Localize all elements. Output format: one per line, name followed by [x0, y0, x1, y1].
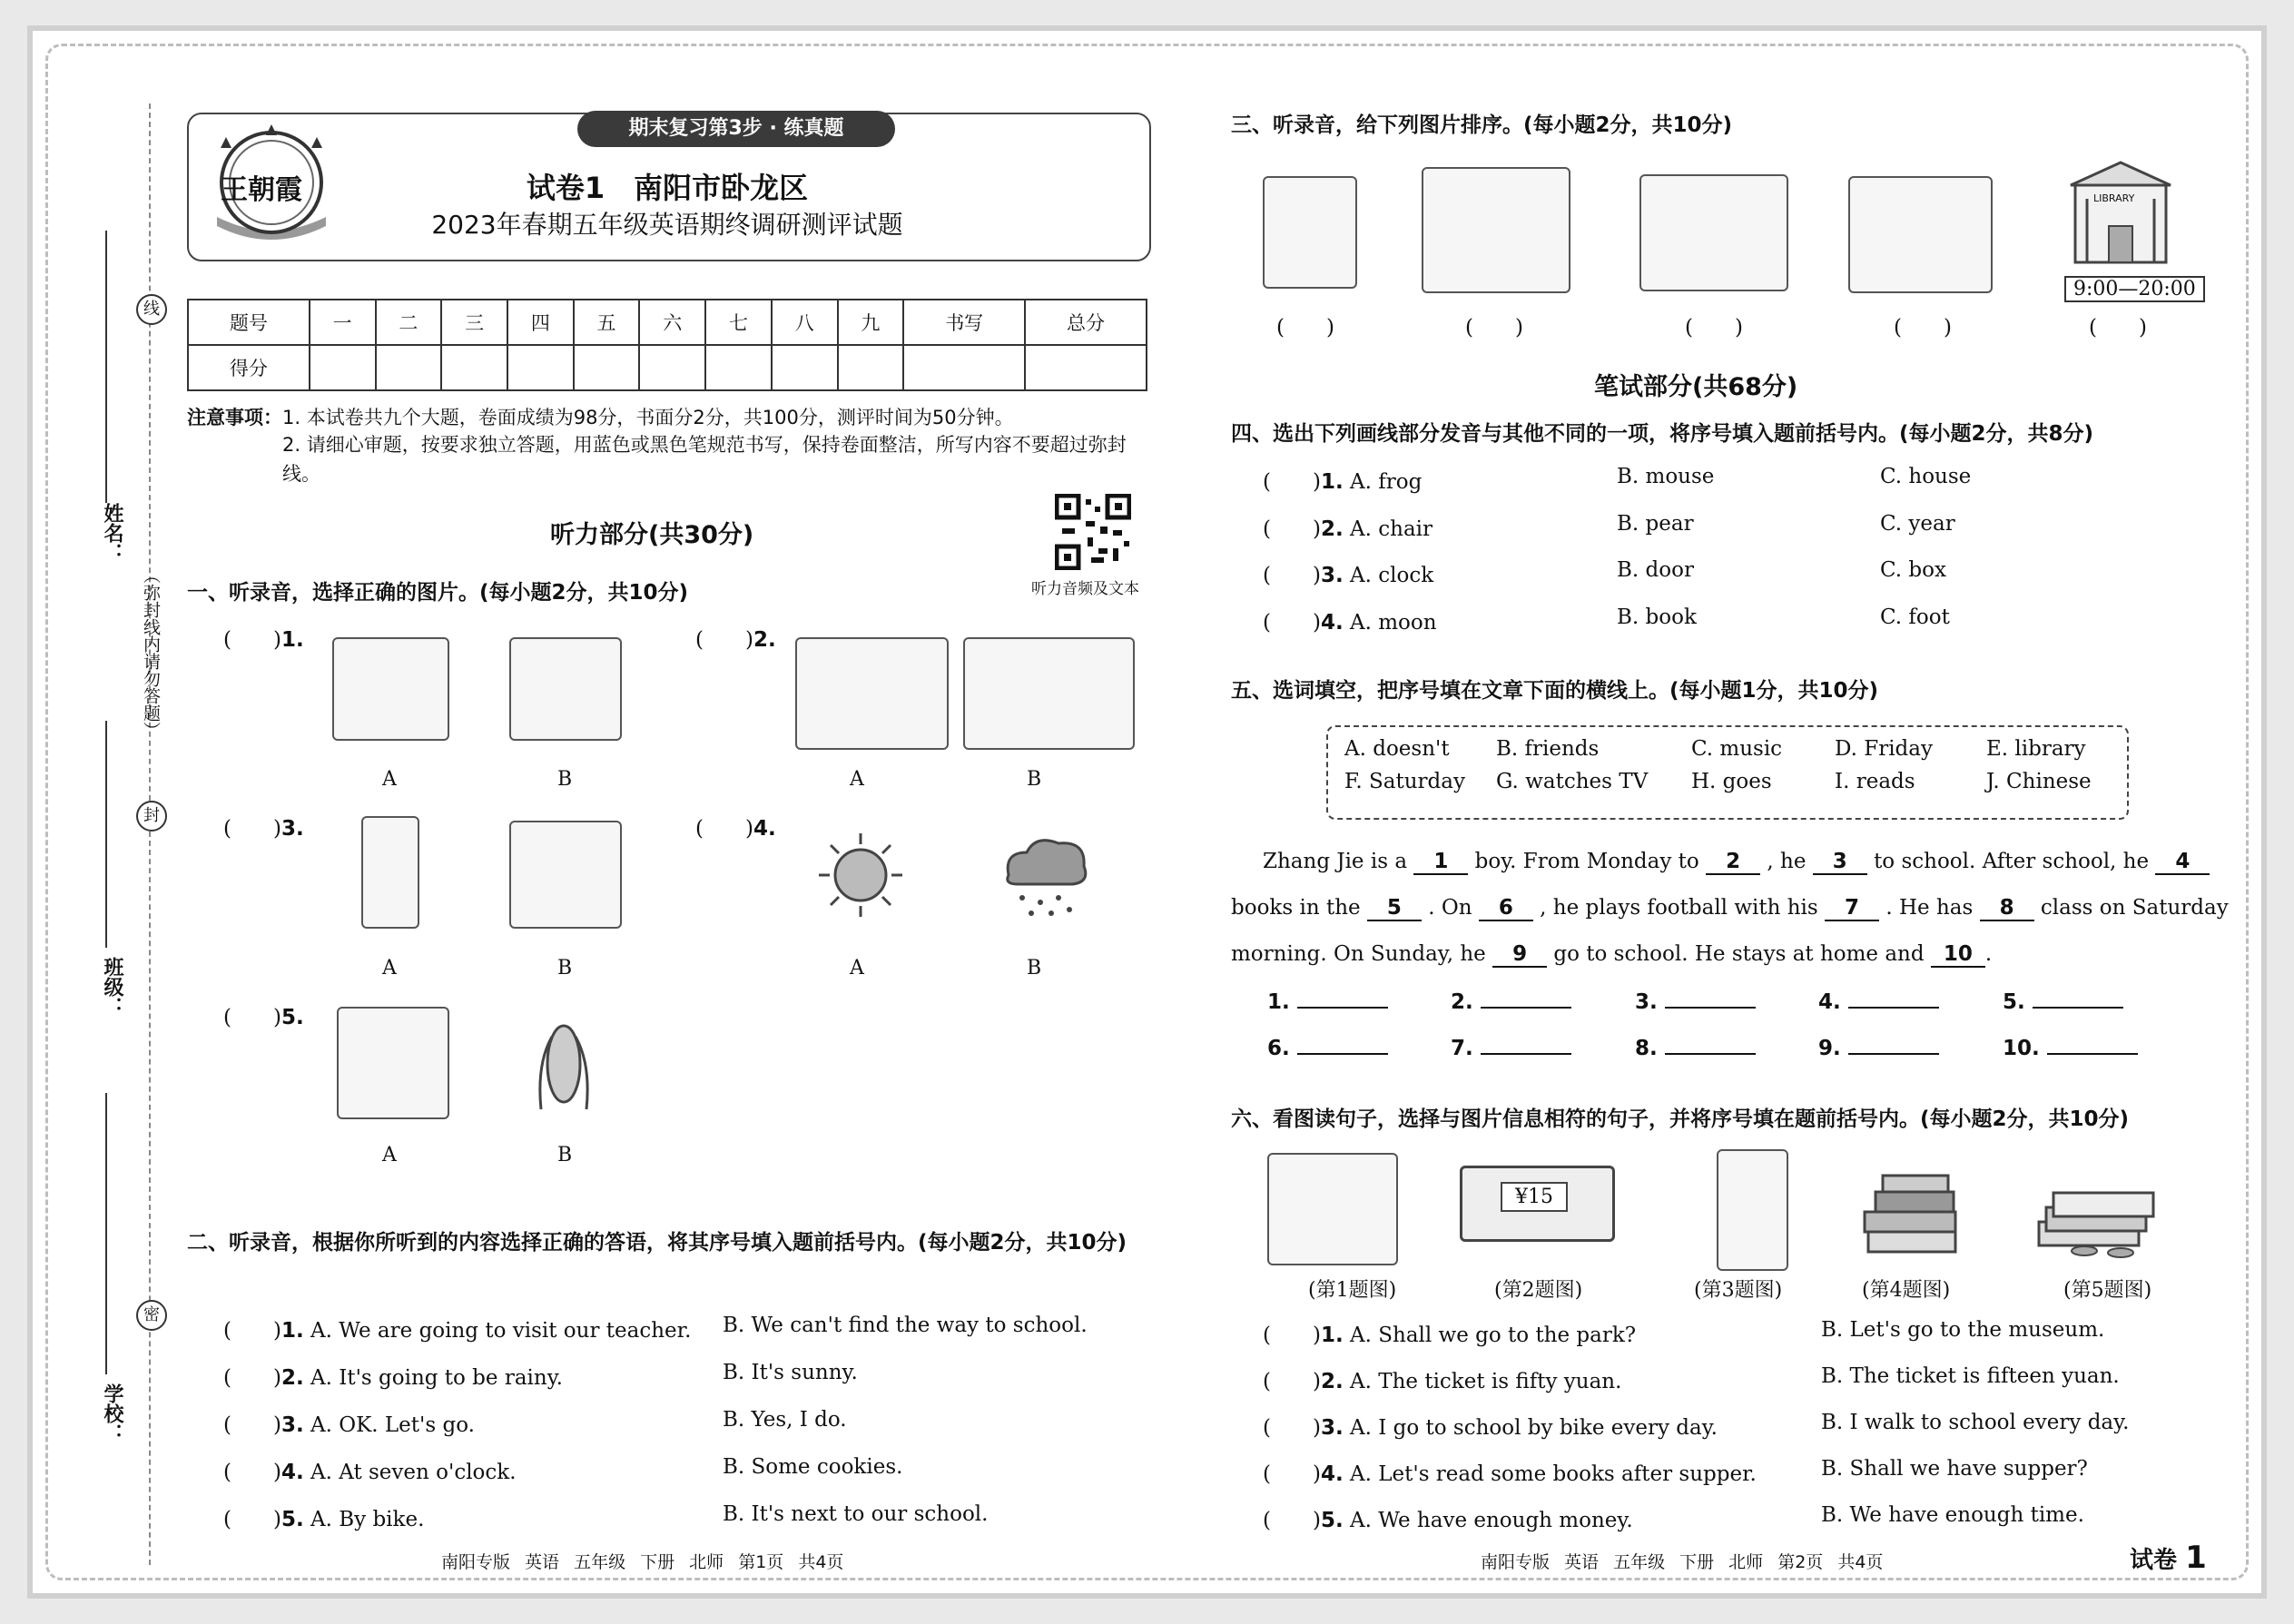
sec3-answer-bracket-4[interactable]: ( ): [1894, 316, 1952, 340]
option-a: A. The ticket is fifty yuan.: [1350, 1370, 1622, 1393]
score-row-label: 得分: [188, 345, 310, 390]
option-a: A. clock: [1350, 564, 1434, 587]
answer-slot-6[interactable]: 6.: [1267, 1037, 1388, 1060]
passage-blank: 3: [1813, 850, 1867, 875]
option-a: A. We have enough money.: [1350, 1509, 1633, 1532]
answer-slot-5[interactable]: 5.: [2003, 990, 2123, 1014]
sec3-answer-bracket-1[interactable]: ( ): [1276, 316, 1334, 340]
sec3-picture-3: [1639, 174, 1788, 291]
sec1-q1-image-b: [509, 637, 622, 741]
sec4-q4: [1263, 605, 1437, 635]
question-number: 2.: [281, 1366, 304, 1390]
option-c: C. house: [1880, 465, 1972, 488]
word-bank-item: A. doesn't: [1344, 737, 1450, 761]
sec3-answer-bracket-3[interactable]: ( ): [1685, 316, 1743, 340]
notice-line-1: [187, 403, 1014, 430]
qr-code-icon[interactable]: [1055, 494, 1131, 570]
passage-blank: 4: [2155, 850, 2210, 875]
sec3-answer-bracket-2[interactable]: ( ): [1465, 316, 1523, 340]
word-bank-item: C. music: [1691, 737, 1783, 761]
picture-caption: (第4题图): [1862, 1279, 1951, 1302]
sec1-q3-image-a: [361, 816, 419, 929]
library-sign-text: LIBRARY: [2093, 192, 2135, 204]
ticket-price: ¥15: [1501, 1182, 1568, 1212]
score-header-cell: 书写: [903, 300, 1025, 345]
sec1-q2-image-a: [795, 637, 949, 750]
option-label-b: B: [557, 957, 573, 979]
passage-text: books in the: [1231, 896, 1361, 920]
qr-caption: 听力音频及文本: [1031, 580, 1139, 598]
passage-line-3: [1231, 942, 1992, 968]
question-number: 3.: [1320, 1416, 1344, 1440]
passage-text: Zhang Jie is a: [1263, 850, 1408, 873]
question-number: 1.: [281, 1319, 304, 1343]
listening-part-title: 听力部分(共30分): [550, 521, 754, 549]
option-a: A. Shall we go to the park?: [1350, 1324, 1637, 1347]
book-stack-icon: [1857, 1170, 1966, 1261]
score-header-cell: 题号: [188, 300, 310, 345]
option-b: B. We have enough time.: [1821, 1503, 2084, 1527]
binding-mark-3: 密: [136, 1300, 167, 1331]
word-bank-item: B. friends: [1496, 737, 1600, 761]
passage-text: . On: [1428, 896, 1472, 920]
option-label-a: A: [850, 957, 864, 979]
option-b: B. It's next to our school.: [723, 1502, 989, 1526]
option-a: A. OK. Let's go.: [310, 1413, 475, 1437]
footer-right: 南阳专版 英语 五年级 下册 北师 第2页 共4页: [1481, 1552, 1884, 1572]
class-field[interactable]: [105, 721, 107, 948]
question-number: 3.: [281, 817, 304, 841]
passage-blank: 2: [1706, 850, 1760, 875]
option-b: B. The ticket is fifteen yuan.: [1821, 1364, 2120, 1388]
binding-mark-2: 封: [136, 801, 167, 832]
question-number: 2.: [753, 628, 776, 652]
sec2-question-2: [223, 1361, 563, 1391]
paper-subtitle: 2023年春期五年级英语期终调研测评试题: [431, 210, 903, 240]
option-a: A. I go to school by bike every day.: [1350, 1416, 1718, 1440]
answer-bracket[interactable]: ( ): [223, 1413, 281, 1437]
answer-bracket[interactable]: ( ): [1263, 470, 1321, 494]
option-label-a: A: [850, 768, 864, 791]
section-4-title: 四、选出下列画线部分发音与其他不同的一项，将序号填入题前括号内。(每小题2分，共8分): [1231, 422, 2094, 446]
sec1-q3-number: [223, 812, 304, 842]
option-label-b: B: [557, 1144, 573, 1166]
sec6-question-3: [1263, 1411, 1718, 1441]
score-header-cell: 五: [574, 300, 640, 345]
sec2-question-5: [223, 1502, 424, 1532]
option-b: B. Some cookies.: [723, 1455, 903, 1479]
question-number: 3.: [281, 1413, 304, 1437]
option-c: C. box: [1880, 558, 1946, 582]
word-bank-item: H. goes: [1691, 770, 1772, 793]
option-label-a: A: [382, 1144, 397, 1166]
question-number: 5.: [281, 1508, 304, 1531]
sec1-q5-image-a: [337, 1007, 449, 1119]
option-b: B. Yes, I do.: [723, 1408, 847, 1432]
library-building-icon: [2062, 158, 2180, 267]
passage-text: , he plays football with his: [1540, 896, 1818, 920]
sun-icon: [815, 830, 906, 920]
question-number: 1.: [1320, 470, 1344, 494]
passage-blank: 10: [1931, 942, 1985, 968]
passage-line-1: [1263, 850, 2210, 875]
section-5-title: 五、选词填空，把序号填在文章下面的横线上。(每小题1分，共10分): [1231, 679, 1879, 703]
sec2-question-3: [223, 1408, 475, 1438]
answer-bracket[interactable]: ( ): [223, 1366, 281, 1390]
score-header-cell: 九: [838, 300, 904, 345]
score-table: [187, 299, 1147, 391]
option-label-b: B: [1027, 768, 1042, 791]
passage-blank: 5: [1367, 896, 1422, 921]
score-cell[interactable]: [376, 345, 442, 390]
school-field[interactable]: [105, 1093, 107, 1374]
sec3-picture-1: [1263, 176, 1357, 289]
question-number: 1.: [1320, 1324, 1344, 1347]
sec6-question-5: [1263, 1503, 1633, 1533]
sec1-q4-number: [695, 812, 776, 842]
answer-slot-3[interactable]: 3.: [1635, 990, 1756, 1014]
answer-bracket[interactable]: ( ): [223, 1461, 281, 1484]
option-c: C. foot: [1880, 605, 1950, 629]
option-b: B. mouse: [1617, 465, 1715, 488]
score-header-cell: 八: [772, 300, 838, 345]
answer-bracket[interactable]: ( ): [1263, 1416, 1321, 1440]
review-step-badge: 期末复习第3步 · 练真题: [577, 111, 895, 147]
word-bank-item: I. reads: [1835, 770, 1915, 793]
passage-text: boy. From Monday to: [1474, 850, 1699, 873]
option-b: B. It's sunny.: [723, 1361, 858, 1384]
sec6-picture-1-map: [1267, 1153, 1398, 1265]
passage-text: , he: [1767, 850, 1807, 873]
answer-bracket[interactable]: ( ): [695, 628, 753, 652]
notice-text-1: 1. 本试卷共九个大题，卷面成绩为98分，书面分2分，共100分，测评时间为50分钟。: [282, 407, 1014, 428]
section-2-title: 二、听录音，根据你所听到的内容选择正确的答语，将其序号填入题前括号内。(每小题2分，共10分): [187, 1231, 1127, 1255]
section-6-title: 六、看图读句子，选择与图片信息相符的句子，并将序号填在题前括号内。(每小题2分，共10分): [1231, 1107, 2130, 1131]
corn-icon: [532, 1009, 596, 1118]
answer-slot-1[interactable]: 1.: [1267, 990, 1388, 1014]
score-header-cell: 二: [376, 300, 442, 345]
sec1-q1-number: [223, 623, 304, 653]
option-b: B. pear: [1617, 512, 1694, 536]
answer-slot-9[interactable]: 9.: [1818, 1037, 1939, 1060]
sec4-q1: [1263, 465, 1422, 495]
answer-bracket[interactable]: ( ): [223, 1319, 281, 1343]
score-cell[interactable]: [310, 345, 376, 390]
score-cell[interactable]: [903, 345, 1025, 390]
option-a: A. Let's read some books after supper.: [1350, 1462, 1757, 1486]
score-header-cell: 四: [507, 300, 574, 345]
question-number: 2.: [1320, 517, 1344, 541]
section-3-title: 三、听录音，给下列图片排序。(每小题2分，共10分): [1231, 113, 1733, 137]
answer-slot-10[interactable]: 10.: [2003, 1037, 2138, 1060]
option-a: A. By bike.: [310, 1508, 425, 1531]
passage-text: morning. On Sunday, he: [1231, 942, 1486, 966]
sec6-question-4: [1263, 1457, 1757, 1487]
answer-bracket[interactable]: ( ): [1263, 1324, 1321, 1347]
answer-slot-8[interactable]: 8.: [1635, 1037, 1756, 1060]
rain-cloud-icon: [995, 830, 1095, 920]
question-number: 5.: [1320, 1509, 1344, 1532]
class-label: 班级：: [101, 957, 123, 1017]
passage-text: to school. After school, he: [1874, 850, 2150, 873]
word-bank-item: F. Saturday: [1344, 770, 1465, 793]
option-b: B. I walk to school every day.: [1821, 1411, 2130, 1434]
sec2-question-4: [223, 1455, 517, 1485]
question-number: 4.: [281, 1461, 304, 1484]
passage-blank: 1: [1413, 850, 1468, 875]
picture-caption: (第1题图): [1308, 1279, 1397, 1302]
option-a: A. frog: [1350, 470, 1423, 494]
option-b: B. Let's go to the museum.: [1821, 1318, 2105, 1342]
score-cell[interactable]: [639, 345, 705, 390]
option-b: B. We can't find the way to school.: [723, 1314, 1088, 1337]
answer-bracket[interactable]: ( ): [223, 817, 281, 841]
score-cell[interactable]: [772, 345, 838, 390]
score-cell[interactable]: [1025, 345, 1147, 390]
answer-bracket[interactable]: ( ): [223, 1006, 281, 1029]
score-header-cell: 六: [639, 300, 705, 345]
writing-part-title: 笔试部分(共68分): [1594, 373, 1798, 401]
score-cell[interactable]: [441, 345, 507, 390]
score-table-score-row: [188, 345, 1147, 390]
picture-caption: (第3题图): [1694, 1279, 1783, 1302]
notice-line-2: 2. 请细心审题，按要求独立答题，用蓝色或黑色笔规范书写，保持卷面整洁，所写内容不要超过弥封线。: [282, 434, 1127, 485]
sec1-q3-image-b: [509, 821, 622, 929]
sec1-q2-image-b: [963, 637, 1135, 750]
sec6-question-1: [1263, 1318, 1636, 1348]
passage-blank: 8: [1980, 896, 2034, 921]
option-b: B. Shall we have supper?: [1821, 1457, 2088, 1481]
score-table-header-row: [188, 300, 1147, 345]
sec2-question-1: [223, 1314, 691, 1343]
word-bank-item: G. watches TV: [1496, 770, 1649, 793]
answer-bracket[interactable]: ( ): [1263, 611, 1321, 635]
sec1-q5-number: [223, 1000, 304, 1030]
answer-bracket[interactable]: ( ): [695, 817, 753, 841]
option-a: A. It's going to be rainy.: [310, 1366, 563, 1390]
option-a: A. We are going to visit our teacher.: [310, 1319, 692, 1343]
score-header-cell: 三: [441, 300, 507, 345]
score-header-cell: 总分: [1025, 300, 1147, 345]
paper-number: 试卷 1: [2130, 1540, 2207, 1576]
sec3-answer-bracket-5[interactable]: ( ): [2089, 316, 2147, 340]
answer-bracket[interactable]: ( ): [1263, 564, 1321, 587]
question-number: 3.: [1320, 564, 1344, 587]
question-number: 5.: [281, 1006, 304, 1029]
binding-note: （弥封线内请勿答题）: [141, 566, 161, 739]
publisher-logo-text: 王朝霞: [221, 174, 302, 206]
answer-bracket[interactable]: ( ): [223, 628, 281, 652]
passage-blank: 7: [1825, 896, 1879, 921]
option-label-b: B: [557, 768, 573, 791]
option-b: B. book: [1617, 605, 1697, 629]
score-cell[interactable]: [838, 345, 904, 390]
question-number: 1.: [281, 628, 304, 652]
word-bank-item: E. library: [1986, 737, 2086, 761]
picture-caption: (第5题图): [2063, 1279, 2152, 1302]
question-number: 4.: [1320, 1462, 1344, 1486]
answer-slot-2[interactable]: 2.: [1451, 990, 1571, 1014]
picture-caption: (第2题图): [1494, 1279, 1583, 1302]
passage-text: class on Saturday: [2040, 896, 2229, 920]
sec6-question-2: [1263, 1364, 1621, 1394]
option-label-a: A: [382, 768, 397, 791]
answer-bracket[interactable]: ( ): [1263, 517, 1321, 541]
question-number: 2.: [1320, 1370, 1344, 1393]
paper-title: 试卷1 南阳市卧龙区: [526, 171, 809, 205]
answer-bracket[interactable]: ( ): [1263, 1509, 1321, 1532]
library-hours: 9:00—20:00: [2064, 276, 2205, 302]
sec6-picture-3-boy: [1717, 1149, 1788, 1271]
name-label: 姓名：: [101, 503, 123, 563]
passage-text: . He has: [1885, 896, 1974, 920]
score-cell[interactable]: [507, 345, 574, 390]
passage-blank: 9: [1492, 942, 1547, 968]
answer-slot-7[interactable]: 7.: [1451, 1037, 1571, 1060]
score-header-cell: 一: [310, 300, 376, 345]
school-label: 学校：: [101, 1383, 123, 1443]
name-field[interactable]: [105, 231, 107, 503]
sec4-q3: [1263, 558, 1433, 588]
question-number: 4.: [753, 817, 776, 841]
answer-bracket[interactable]: ( ): [1263, 1462, 1321, 1486]
question-number: 4.: [1320, 611, 1344, 635]
section-1-title: 一、听录音，选择正确的图片。(每小题2分，共10分): [187, 581, 689, 605]
passage-line-2: [1231, 896, 2229, 921]
answer-slot-4[interactable]: 4.: [1818, 990, 1939, 1014]
score-header-cell: 七: [705, 300, 772, 345]
passage-blank: 6: [1479, 896, 1533, 921]
answer-bracket[interactable]: ( ): [1263, 1370, 1321, 1393]
option-label-b: B: [1027, 957, 1042, 979]
sec1-q1-image-a: [332, 637, 449, 741]
passage-text: .: [1984, 942, 1993, 966]
footer-left: 南阳专版 英语 五年级 下册 北师 第1页 共4页: [441, 1552, 844, 1572]
option-a: A. moon: [1350, 611, 1437, 635]
money-stack-icon: [2030, 1176, 2157, 1258]
answer-bracket[interactable]: ( ): [223, 1508, 281, 1531]
option-label-a: A: [382, 957, 397, 979]
score-cell[interactable]: [705, 345, 772, 390]
binding-mark-1: 线: [136, 294, 167, 325]
option-a: A. At seven o'clock.: [310, 1461, 517, 1484]
notice-label: 注意事项：: [187, 407, 282, 428]
option-b: B. door: [1617, 558, 1694, 582]
sec4-q2: [1263, 512, 1433, 542]
exam-sheet: [27, 25, 2267, 1599]
passage-text: go to school. He stays at home and: [1553, 942, 1925, 966]
sec3-picture-2: [1422, 167, 1570, 293]
word-bank-item: J. Chinese: [1986, 770, 2092, 793]
word-bank-item: D. Friday: [1835, 737, 1933, 761]
sec3-picture-4: [1848, 176, 1993, 293]
sec1-q2-number: [695, 623, 776, 653]
option-a: A. chair: [1350, 517, 1433, 541]
score-cell[interactable]: [574, 345, 640, 390]
option-c: C. year: [1880, 512, 1955, 536]
